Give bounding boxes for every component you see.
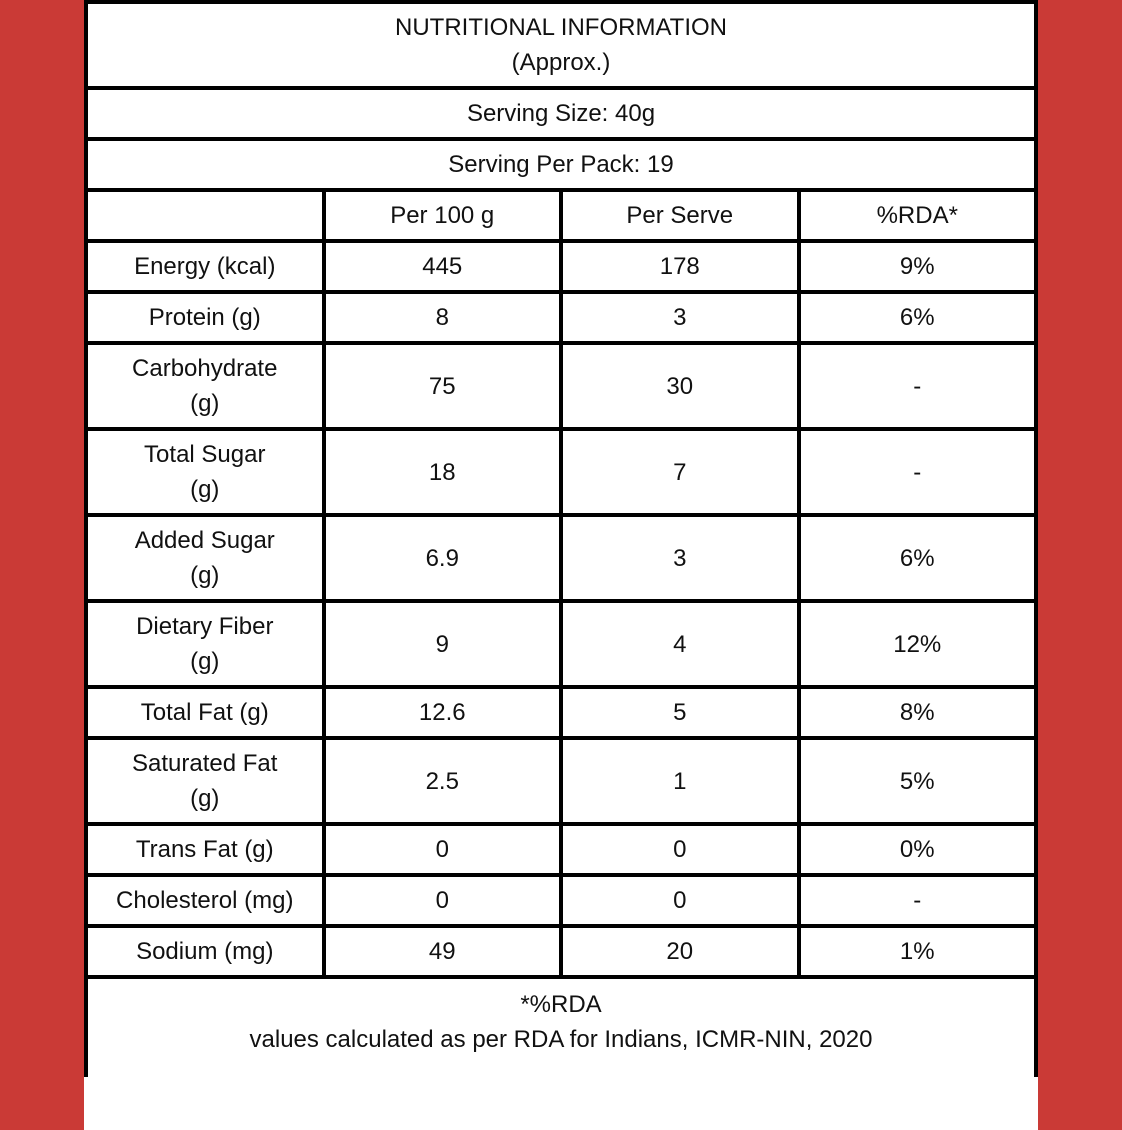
per-100g-value: 0 [324,824,562,875]
nutrient-name-line: (g) [190,648,220,675]
per-serve-value: 1 [561,738,799,824]
title-row [86,2,1036,88]
nutrient-name-line: (g) [190,785,220,812]
column-header: %RDA* [799,190,1037,241]
per-serve-value: 3 [561,515,799,601]
nutrient-name [86,738,324,824]
title: NUTRITIONAL INFORMATION [395,14,727,41]
nutrient-name-line: Carbohydrate [132,355,278,382]
per-100g-value: 2.5 [324,738,562,824]
table-row [86,515,1036,601]
nutrient-name-line: Trans Fat (g) [135,836,274,863]
serving-per-pack-row [86,139,1036,190]
rda-value: 8% [799,687,1037,738]
header-row [86,190,1036,241]
table-row [86,429,1036,515]
per-serve-value: 20 [561,926,799,977]
per-100g-value: 12.6 [324,687,562,738]
rda-value: 0% [799,824,1037,875]
rda-value: 6% [799,515,1037,601]
footnote [86,977,1036,1077]
per-serve-value: 0 [561,824,799,875]
table-row [86,824,1036,875]
per-serve-value: 178 [561,241,799,292]
footnote-line1: *%RDA [520,991,602,1018]
serving-size-row [86,88,1036,139]
nutrient-name-line: Dietary Fiber [136,613,274,640]
per-100g-value: 18 [324,429,562,515]
serving-per-pack: Serving Per Pack: 19 [86,139,1036,190]
per-100g-value: 75 [324,343,562,429]
table-row [86,343,1036,429]
nutrient-name-line: Total Fat (g) [140,699,269,726]
nutrient-name [86,601,324,687]
nutrient-name-line: Energy (kcal) [134,253,276,280]
nutrient-name-line: (g) [190,476,220,503]
nutrient-name [86,343,324,429]
nutrient-name-line: Cholesterol (mg) [116,887,294,914]
table-row [86,738,1036,824]
column-header: Per Serve [561,190,799,241]
per-serve-value: 4 [561,601,799,687]
nutrient-name [86,687,324,738]
per-100g-value: 445 [324,241,562,292]
per-serve-value: 7 [561,429,799,515]
nutrient-name [86,429,324,515]
footnote-row [86,977,1036,1077]
nutrient-name-line: Total Sugar [144,441,266,468]
per-serve-value: 3 [561,292,799,343]
per-100g-value: 6.9 [324,515,562,601]
rda-value: 1% [799,926,1037,977]
per-serve-value: 5 [561,687,799,738]
rda-value: - [799,343,1037,429]
nutrition-table [84,0,1038,1077]
nutrient-name-line: Sodium (mg) [136,938,274,965]
nutrient-name [86,292,324,343]
table-title [86,2,1036,88]
table-row [86,292,1036,343]
per-100g-value: 8 [324,292,562,343]
serving-size: Serving Size: 40g [86,88,1036,139]
per-100g-value: 9 [324,601,562,687]
per-100g-value: 49 [324,926,562,977]
per-100g-value: 0 [324,875,562,926]
column-header [86,190,324,241]
rda-value: 9% [799,241,1037,292]
nutrient-name-line: (g) [190,562,220,589]
rda-value: 12% [799,601,1037,687]
per-serve-value: 30 [561,343,799,429]
table-row [86,601,1036,687]
nutrient-name-line: Saturated Fat [132,750,278,777]
subtitle: (Approx.) [511,49,611,76]
nutrient-name [86,824,324,875]
table-row [86,875,1036,926]
rda-value: 5% [799,738,1037,824]
table-row [86,687,1036,738]
nutrient-name-line: (g) [190,390,220,417]
nutrient-name [86,515,324,601]
table-row [86,241,1036,292]
table-row [86,926,1036,977]
nutrient-name [86,241,324,292]
column-header: Per 100 g [324,190,562,241]
footnote-line2: values calculated as per RDA for Indians, ICMR-NIN, 2020 [249,1026,873,1053]
nutrient-name [86,926,324,977]
nutrient-name-line: Added Sugar [134,527,275,554]
rda-value: 6% [799,292,1037,343]
nutrient-name-line: Protein (g) [148,304,261,331]
per-serve-value: 0 [561,875,799,926]
rda-value: - [799,429,1037,515]
nutrition-panel [84,0,1038,1130]
rda-value: - [799,875,1037,926]
nutrient-name [86,875,324,926]
